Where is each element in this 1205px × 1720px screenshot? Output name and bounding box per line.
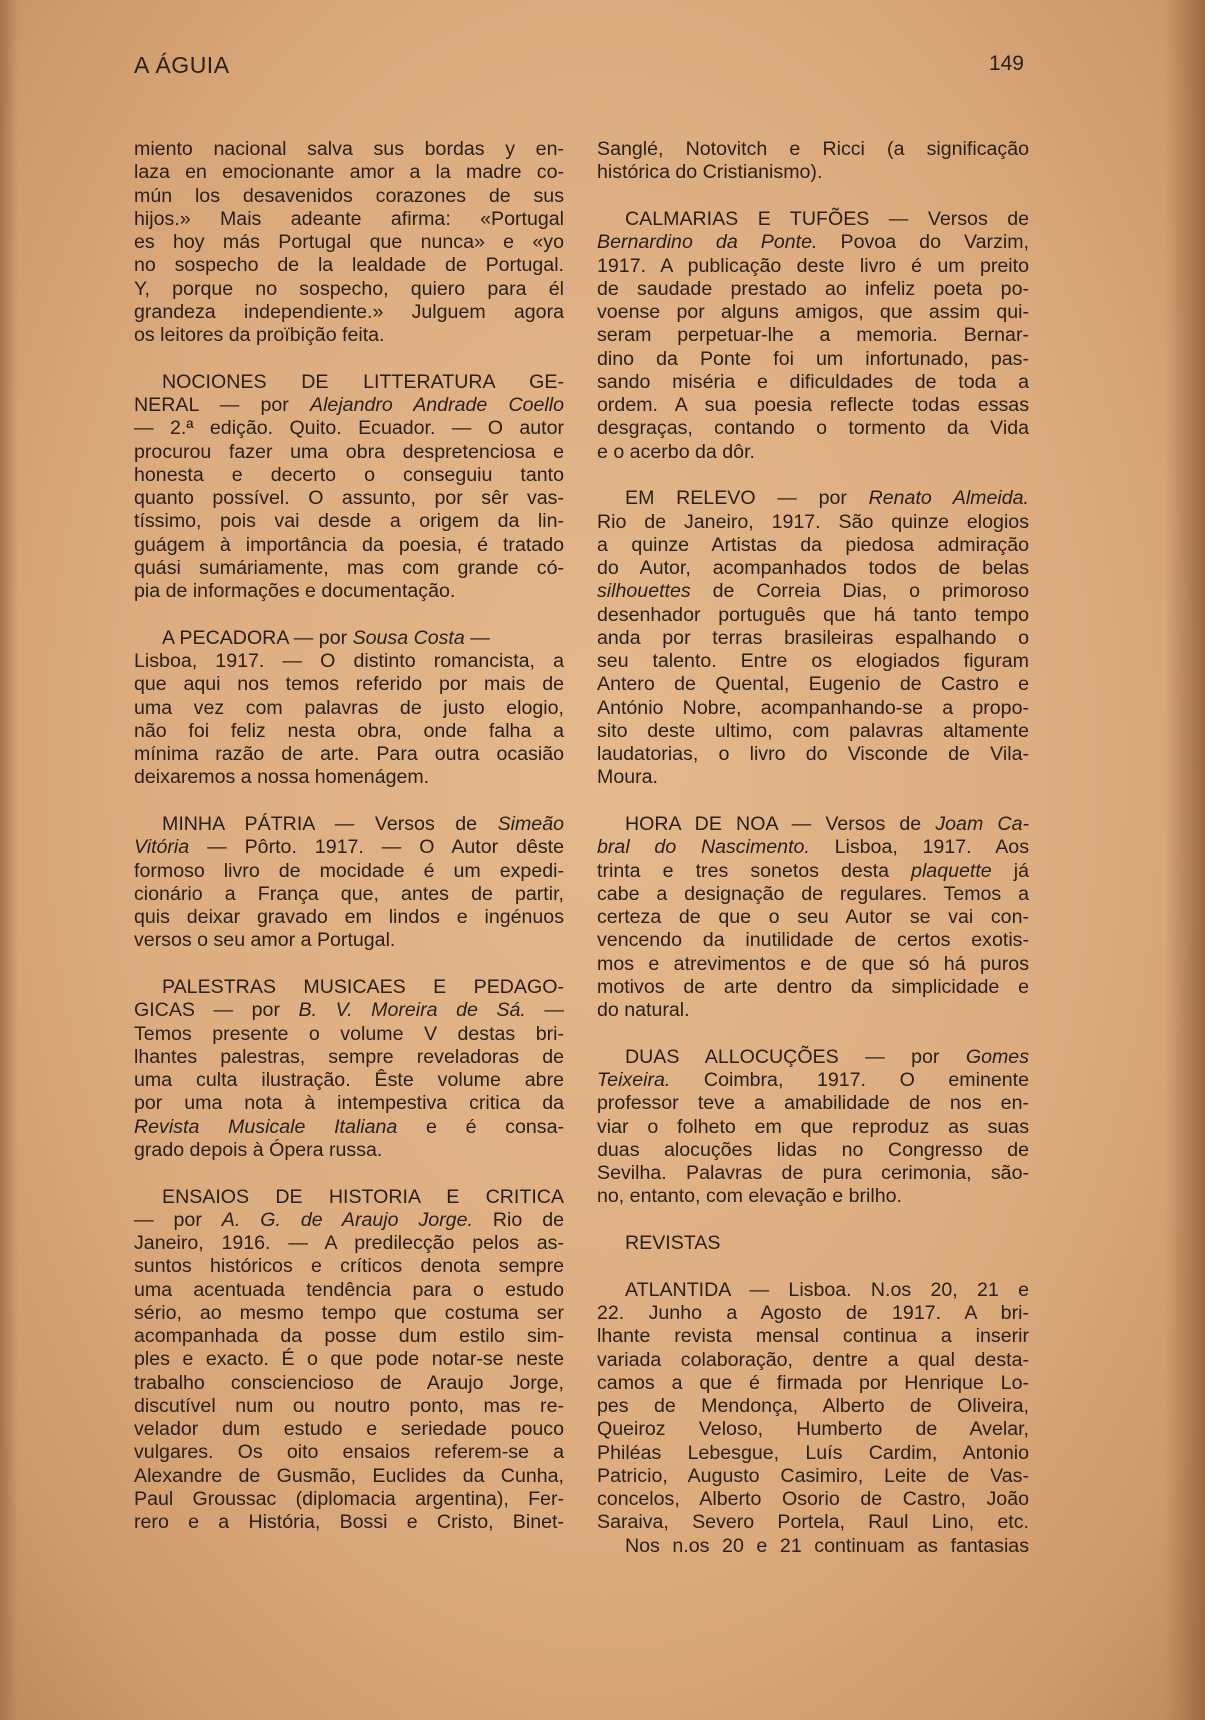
- text-line: do natural.: [597, 999, 690, 1021]
- text-line: os leitores da proïbição feita.: [134, 324, 385, 346]
- text-line: cionário a França que, antes de partir,: [134, 882, 564, 905]
- text-line: Teixeira. Coimbra, 1917. O eminente: [597, 1069, 1029, 1091]
- text-line: lhante revista mensal continua a inserir: [597, 1325, 1029, 1348]
- text-line: Paul Groussac (diplomacia argentina), Fer-: [134, 1487, 564, 1510]
- text-line: anda por terras brasileiras espalhando o: [597, 626, 1029, 649]
- text-line: lhantes palestras, sempre reveladoras de: [134, 1045, 564, 1068]
- text-line: Temos presente o volume V destas bri-: [134, 1022, 564, 1045]
- text-line: do Autor, acompanhados todos de belas: [597, 557, 1029, 579]
- text-line: rero e a História, Bossi e Cristo, Binet-: [134, 1511, 564, 1533]
- review-hora-de-noa: [597, 813, 1029, 1022]
- text-line: certeza de que o seu Autor se vai con-: [597, 906, 1029, 928]
- text-line: sério, ao mesmo tempo que costuma ser: [134, 1301, 564, 1324]
- page-edge-shadow-left: [0, 0, 18, 1720]
- review-palestras: [134, 976, 564, 1162]
- review-em-relevo: [597, 487, 1029, 789]
- text-line: Y, porque no sospecho, quiero para él: [134, 277, 564, 300]
- page-edge-shadow-right: [1165, 0, 1205, 1720]
- text-line: no, entanto, com elevação e brilho.: [597, 1185, 902, 1208]
- text-line: vencendo da inutilidade de certos exotis-: [597, 929, 1029, 952]
- text-line: — por A. G. de Araujo Jorge. Rio de: [134, 1208, 564, 1231]
- text-line: Saraiva, Severo Portela, Raul Lino, etc.: [597, 1511, 1029, 1534]
- text-line: 22. Junho a Agosto de 1917. A bri-: [597, 1302, 1029, 1324]
- page-number: 149: [988, 52, 1024, 75]
- text-line: quási sumáriamente, mas com grande có-: [134, 556, 564, 579]
- text-line: mún los desavenidos corazones de sus: [134, 184, 564, 207]
- text-line: Antero de Quental, Eugenio de Castro e: [597, 673, 1029, 696]
- text-line: trabalho consciencioso de Araujo Jorge,: [134, 1371, 564, 1394]
- text-line: grado depois à Ópera russa.: [134, 1138, 383, 1161]
- text-line: mínima razão de arte. Para outra ocasião: [134, 743, 564, 765]
- text-line: uma acentuada tendência para o estudo: [134, 1278, 564, 1301]
- section-heading-revistas: REVISTAS: [625, 1232, 721, 1254]
- text-line: acompanhada da posse dum estilo sim-: [134, 1325, 564, 1347]
- text-line: cabe a designação de regulares. Temos a: [597, 882, 1029, 905]
- review-title: DUAS ALLOCUÇÕES — por Gomes: [625, 1045, 1029, 1068]
- text-line: ordem. A sua poesia reflecte todas essas: [597, 394, 1029, 416]
- text-line: dino da Ponte foi um infortunado, pas-: [597, 347, 1029, 370]
- text-line: sito deste ultimo, com palavras altamente: [597, 719, 1029, 742]
- text-line: concelos, Alberto Osorio de Castro, João: [597, 1488, 1029, 1510]
- text-line: de saudade prestado ao infeliz poeta po-: [597, 277, 1029, 300]
- text-line: Alexandre de Gusmão, Euclides da Cunha,: [134, 1464, 564, 1487]
- review-title: PALESTRAS MUSICAES E PEDAGO-: [162, 976, 564, 998]
- review-minha-patria: [134, 813, 564, 953]
- text-line: no sospecho de la lealdade de Portugal.: [134, 254, 564, 277]
- text-line: bral do Nascimento. Lisboa, 1917. Aos: [597, 836, 1029, 859]
- text-line: Moura.: [597, 766, 658, 789]
- text-line: miento nacional salva sus bordas y en-: [134, 138, 564, 160]
- text-line: silhouettes de Correia Dias, o primoroso: [597, 580, 1029, 603]
- review-atlantida: [597, 1279, 1029, 1558]
- text-line: histórica do Cristianismo).: [597, 161, 823, 184]
- review-title: CALMARIAS E TUFÕES — Versos de: [625, 208, 1029, 230]
- running-title: A ÁGUIA: [134, 52, 230, 78]
- text-line: seram perpetuar-lhe a memoria. Bernar-: [597, 324, 1029, 347]
- text-line: discutível num ou noutro ponto, mas re-: [134, 1394, 564, 1417]
- text-line: NERAL — por Alejandro Andrade Coello: [134, 394, 564, 416]
- text-line: honesta e decerto o conseguiu tanto: [134, 463, 564, 486]
- text-line: es hoy más Portugal que nunca» e «yo: [134, 231, 564, 253]
- text-line: uma vez com palavras de justo elogio,: [134, 696, 564, 719]
- text-line: professor teve a amabilidade de nos en-: [597, 1092, 1029, 1115]
- text-line: suntos históricos e críticos denota sempre: [134, 1255, 564, 1278]
- text-line: que aqui nos temos referido por mais de: [134, 673, 564, 696]
- text-line: Janeiro, 1916. — A predilecção pelos as-: [134, 1232, 564, 1254]
- text-line: versos o seu amor a Portugal.: [134, 929, 396, 952]
- text-line: António Nobre, acompanhando-se a propo-: [597, 696, 1029, 719]
- review-nociones: [134, 371, 564, 604]
- text-line: Patricio, Augusto Casimiro, Leite de Vas-: [597, 1464, 1029, 1487]
- text-line: Sanglé, Notovitch e Ricci (a significação: [597, 138, 1029, 160]
- review-title: A PECADORA — por Sousa Costa —: [162, 626, 490, 649]
- text-line: GICAS — por B. V. Moreira de Sá. —: [134, 999, 565, 1022]
- review-calmarias: [597, 208, 1029, 464]
- text-line: pes de Mendonça, Alberto de Oliveira,: [597, 1395, 1029, 1417]
- text-line: hijos.» Mais adeante afirma: «Portugal: [134, 207, 564, 230]
- text-line: Lisboa, 1917. — O distinto romancista, a: [134, 650, 564, 672]
- text-line: a quinze Artistas da piedosa admiração: [597, 533, 1029, 556]
- text-line: seu talento. Entre os elogiados figuram: [597, 650, 1029, 672]
- review-title: MINHA PÁTRIA — Versos de Simeão: [162, 813, 564, 835]
- paragraph-continuation: [134, 138, 564, 347]
- text-line: duas alocuções lidas no Congresso de: [597, 1138, 1029, 1161]
- right-column: [597, 138, 1029, 1558]
- text-line: sando miséria e dificuldades de toda a: [597, 370, 1029, 393]
- text-line: trinta e tres sonetos desta plaquette já: [597, 859, 1029, 882]
- text-line: Bernardino da Ponte. Povoa do Varzim,: [597, 231, 1029, 254]
- text-line: Philéas Lebesgue, Luís Cardim, Antonio: [597, 1441, 1029, 1464]
- text-line: não foi feliz nesta obra, onde falha a: [134, 719, 564, 742]
- text-line: quis deixar gravado em lindos e ingénuos: [134, 906, 564, 928]
- text-line: Vitória — Pôrto. 1917. — O Autor dêste: [134, 836, 564, 859]
- paragraph-continuation: [597, 138, 1029, 185]
- text-line: Queiroz Veloso, Humberto de Avelar,: [597, 1418, 1029, 1441]
- text-line: Revista Musicale Italiana e é consa-: [134, 1115, 565, 1138]
- text-line: motivos de arte dentro da simplicidade e: [597, 975, 1029, 998]
- text-line: tíssimo, pois vai desde a origem da lin-: [134, 510, 564, 533]
- text-line: Nos n.os 20 e 21 continuam as fantasias: [625, 1534, 1029, 1557]
- text-line: Sevilha. Palavras de pura cerimonia, são-: [597, 1162, 1029, 1184]
- text-line: guágem à importância da poesia, é tratado: [134, 533, 564, 556]
- text-line: grandeza independiente.» Julguem agora: [134, 300, 564, 323]
- text-line: viar o folheto em que reproduz as suas: [597, 1115, 1029, 1138]
- review-title: EM RELEVO — por Renato Almeida.: [625, 487, 1029, 510]
- text-line: desenhador português que há tanto tempo: [597, 603, 1029, 626]
- text-line: camos a que é firmada por Henrique Lo-: [597, 1371, 1029, 1394]
- text-line: laza en emocionante amor a la madre co-: [134, 161, 564, 184]
- text-line: mos e atrevimentos e de que só há puros: [597, 952, 1029, 975]
- text-line: variada colaboração, dentre a qual desta-: [597, 1348, 1029, 1371]
- text-line: — 2.ª edição. Quito. Ecuador. — O autor: [134, 417, 564, 440]
- text-line: uma culta ilustração. Êste volume abre: [134, 1069, 564, 1091]
- review-title: ENSAIOS DE HISTORIA E CRITICA: [162, 1185, 564, 1208]
- text-line: 1917. A publicação deste livro é um preito: [597, 254, 1029, 277]
- text-line: e o acerbo da dôr.: [597, 440, 755, 463]
- page-header: [134, 52, 1024, 82]
- text-line: por uma nota à intempestiva critica da: [134, 1092, 564, 1115]
- text-line: laudatorias, o livro do Visconde de Vila-: [597, 743, 1029, 765]
- review-duas-allocucoes: [597, 1046, 1029, 1209]
- review-pecadora: [134, 627, 564, 790]
- text-line: formoso livro de mocidade é um expedi-: [134, 859, 564, 882]
- text-line: Rio de Janeiro, 1917. São quinze elogios: [597, 510, 1029, 533]
- review-title: HORA DE NOA — Versos de Joam Ca-: [625, 813, 1030, 835]
- review-title: NOCIONES DE LITTERATURA GE-: [162, 370, 564, 393]
- text-line: ples e exacto. É o que pode notar-se neste: [134, 1348, 564, 1371]
- review-title: ATLANTIDA — Lisboa. N.os 20, 21 e: [625, 1278, 1029, 1301]
- text-line: desgraças, contando o tormento da Vida: [597, 417, 1029, 440]
- text-line: quanto possível. O assunto, por sêr vas-: [134, 487, 564, 509]
- text-line: voense por alguns amigos, que assim qui-: [597, 301, 1029, 323]
- text-line: velador dum estudo e seriedade pouco: [134, 1418, 564, 1440]
- text-line: pia de informações e documentação.: [134, 580, 456, 602]
- text-line: vulgares. Os oito ensaios referem-se a: [134, 1441, 564, 1464]
- left-column: [134, 138, 564, 1534]
- text-line: procurou fazer uma obra despretenciosa e: [134, 440, 564, 463]
- review-ensaios: [134, 1186, 564, 1535]
- text-line: deixaremos a nossa homenágem.: [134, 766, 430, 789]
